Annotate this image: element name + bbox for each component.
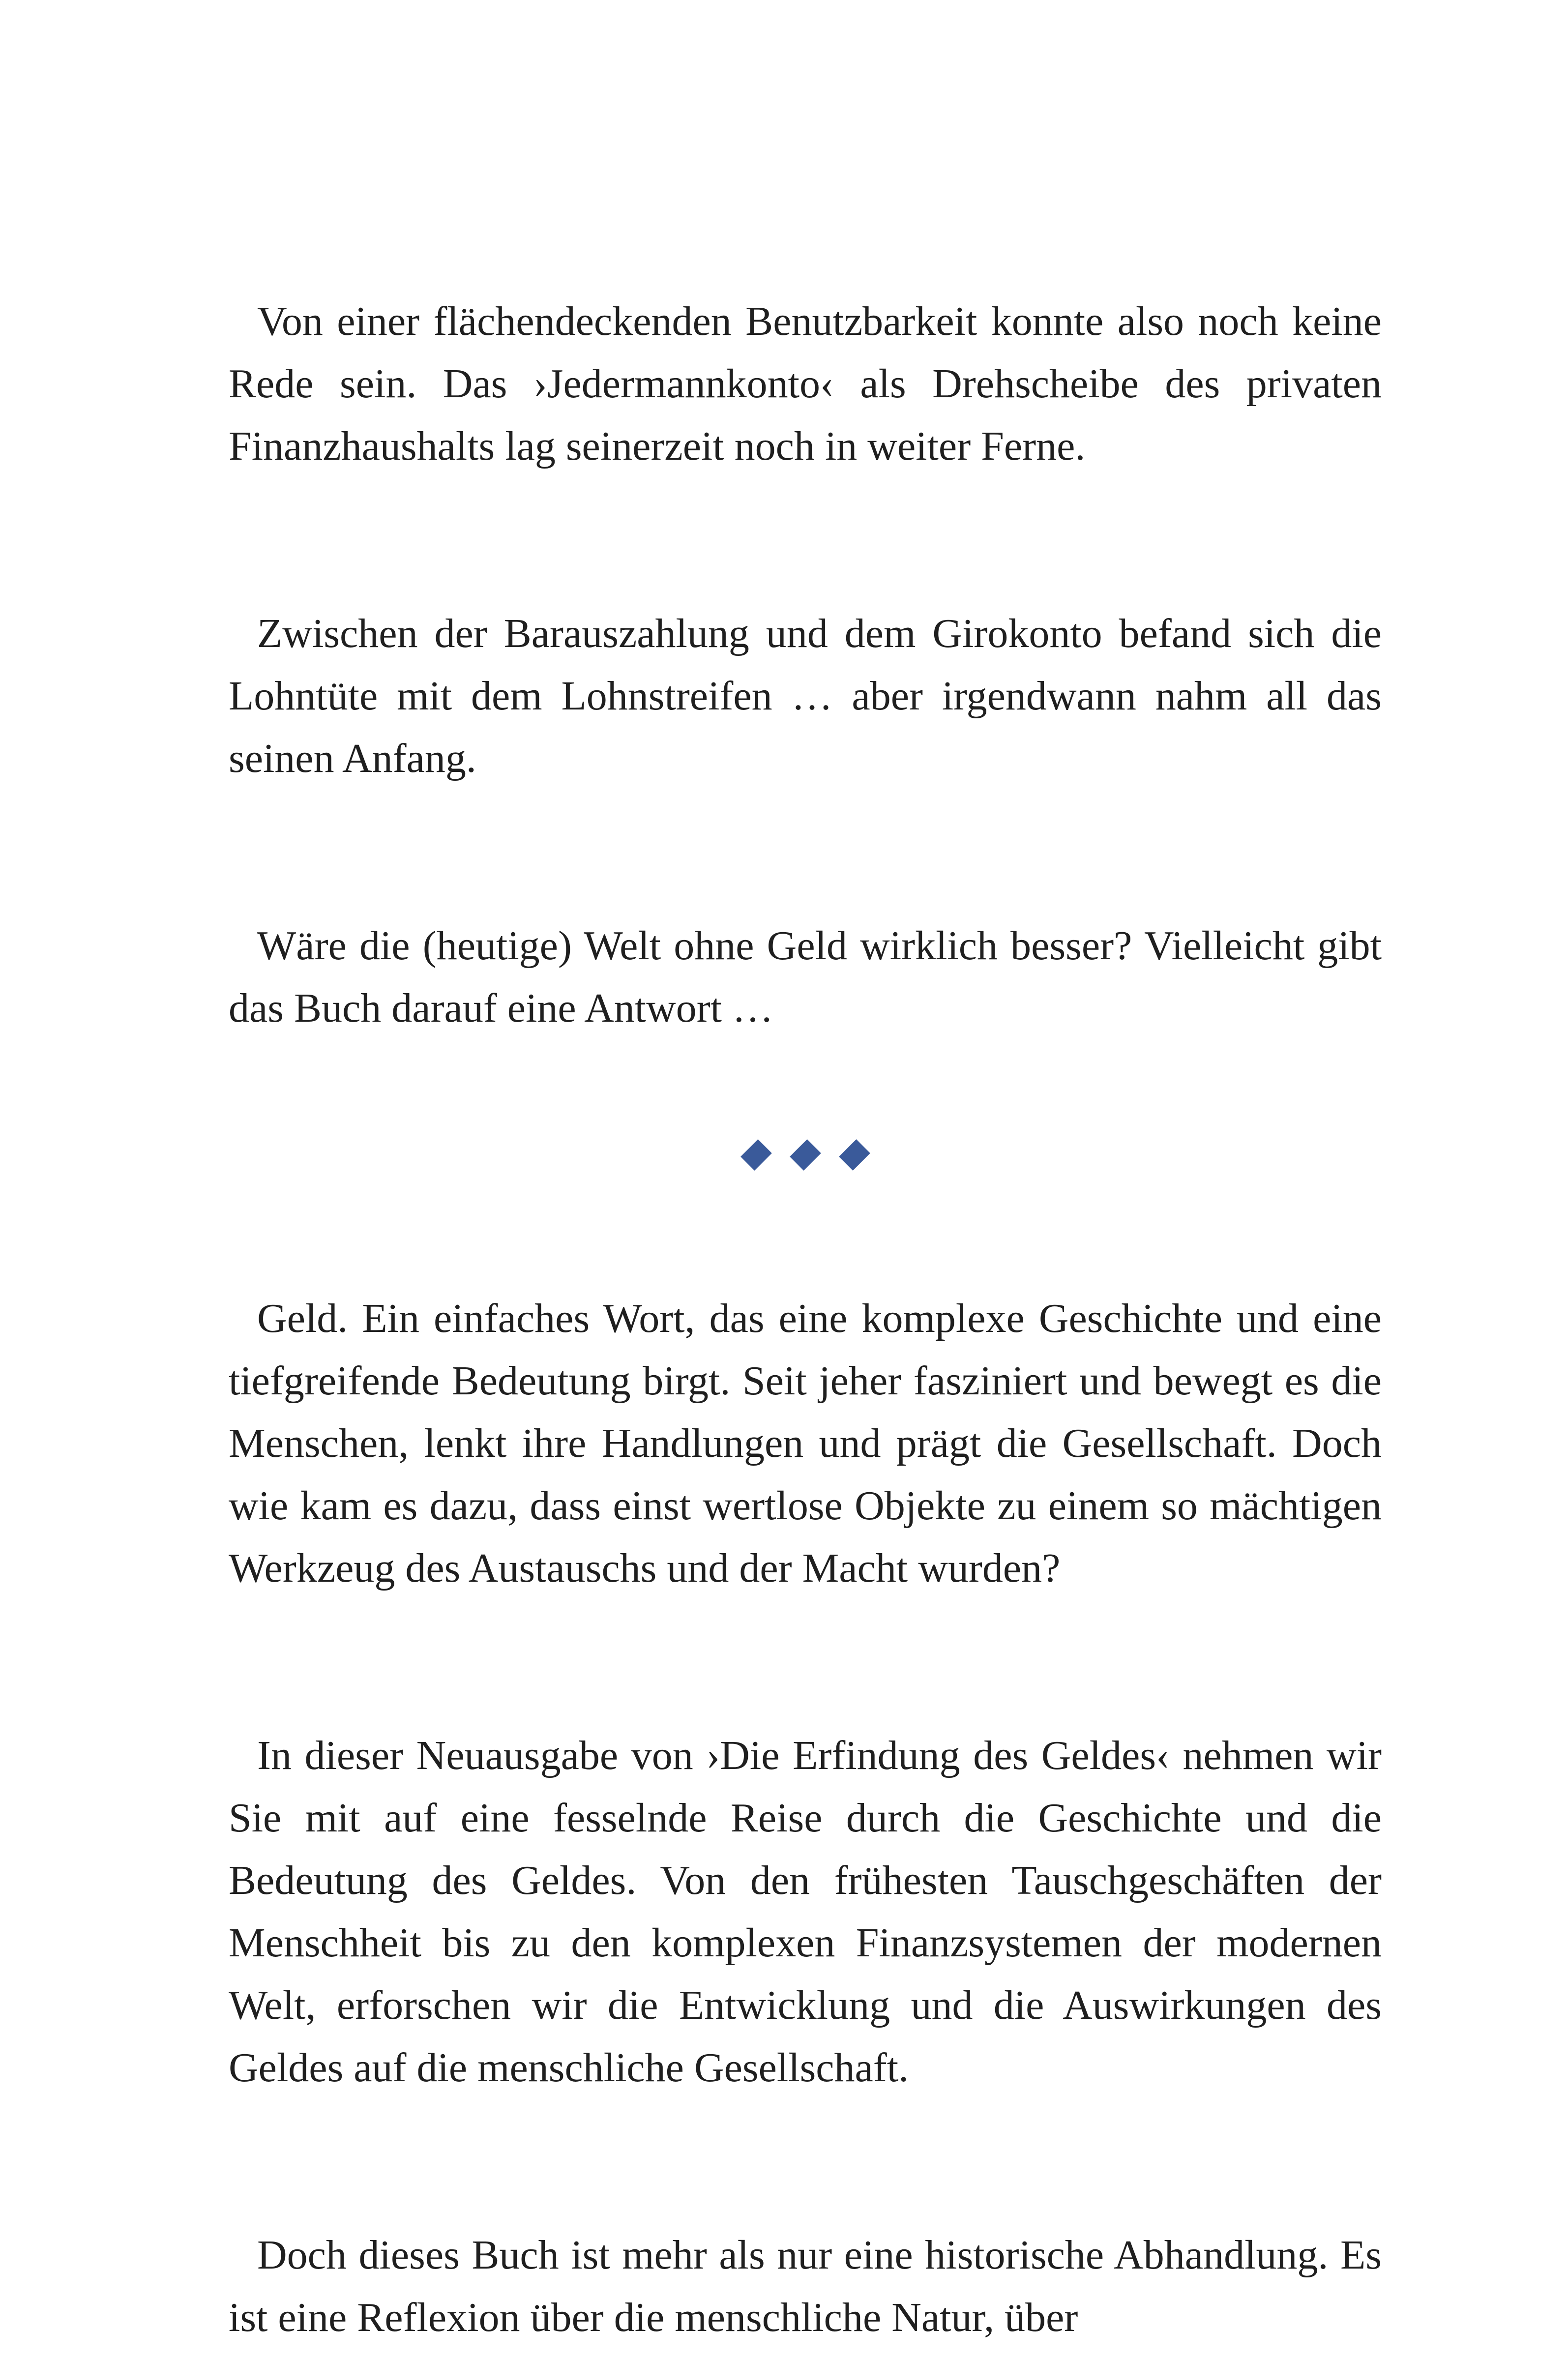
paragraph: In dieser Neuausgabe von ›Die Erfindung des Geldes‹ nehmen wir Sie mit auf eine fesselnde Reise durch die Geschichte und die Bedeutung des Geldes. Von den frühesten Tauschgeschäften der Menschheit bis zu den komplexen Finanzsystemen der modernen Welt, erforschen wir die Entwicklung und die Auswirkungen des Geldes auf die menschliche Gesellschaft. bbox=[229, 1733, 1382, 2091]
paragraph: Von einer flächendeckenden Benutzbarkeit konnte also noch keine Rede sein. Das ›Jedermannkonto‹ als Drehscheibe des privaten Finanzhaushalts lag seinerzeit noch in weiter Ferne. bbox=[229, 298, 1382, 469]
paragraph: Zwischen der Barauszahlung und dem Girokonto befand sich die Lohntüte mit dem Lohnstreifen … aber irgendwann nahm all das seinen Anfang. bbox=[229, 611, 1382, 781]
paragraph: Wäre die (heutige) Welt ohne Geld wirklich besser? Vielleicht gibt das Buch darauf eine Antwort … bbox=[229, 923, 1382, 1031]
book-page bbox=[229, 290, 1382, 2349]
paragraph: Doch dieses Buch ist mehr als nur eine historische Abhandlung. Es ist eine Reflexion über die menschliche Natur, über bbox=[229, 2232, 1382, 2340]
section-divider-ornament bbox=[229, 1120, 1382, 1174]
paragraph: Geld. Ein einfaches Wort, das eine komplexe Geschichte und eine tiefgreifende Bedeutung birgt. Seit jeher fasziniert und bewegt es die Menschen, lenkt ihre Handlungen und prägt die Gesellschaft. Doch wie kam es dazu, dass einst wertlose Objekte zu einem so mächtigen Werkzeug des Austauschs und der Macht wurden? bbox=[229, 1296, 1382, 1591]
diamond-icon bbox=[740, 1139, 772, 1171]
diamond-icon bbox=[790, 1139, 821, 1171]
diamond-icon bbox=[839, 1139, 870, 1171]
